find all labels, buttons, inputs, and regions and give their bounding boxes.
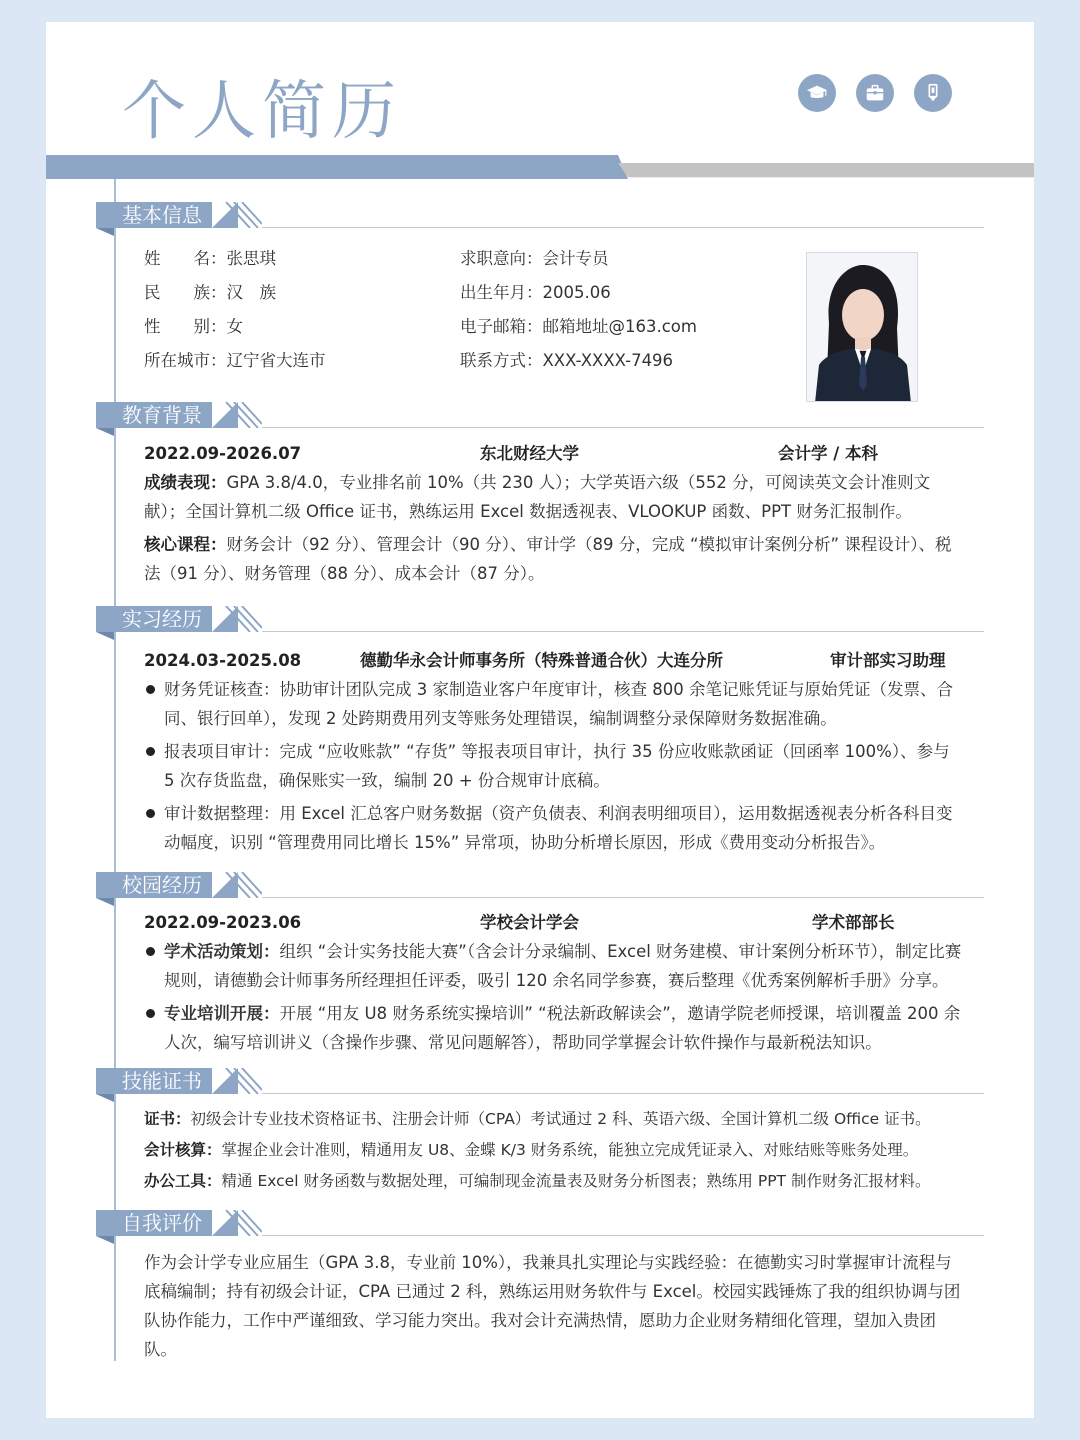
profile-photo (806, 252, 918, 402)
skill-cert: 证书：初级会计专业技术资格证书、注册会计师（CPA）考试通过 2 科、英语六级、全国计算机二级 Office 证书。 (144, 1110, 931, 1128)
stripes-decoration (212, 872, 262, 898)
section-basic-info (96, 202, 984, 236)
tab-notch (96, 1236, 114, 1244)
intern-period: 2024.03-2025.08 (144, 651, 302, 670)
stripes-decoration (212, 1068, 262, 1094)
self-evaluation-text: 作为会计学专业应届生（GPA 3.8，专业前 10%），我兼具扎实理论与实践经验：在德勤实习时掌握审计流程与底稿编制；持有初级会计证，CPA 已通过 2 科，熟练运用财务软件与 Excel。校园实践锤炼了我的组织协调与团队协作能力，工作中严谨细致、学习能力突出。我对会计充满热情，愿助力企业财务精细化管理，望加入贵团队。 (144, 1253, 961, 1359)
info-job-intent: 求职意向：会计专员 (460, 249, 609, 268)
edu-courses: 核心课程：财务会计（92 分）、管理会计（90 分）、审计学（89 分，完成 “模拟审计案例分析” 课程设计）、税法（91 分）、财务管理（88 分）、成本会计（87 分）。 (144, 535, 952, 583)
info-gender: 性 别：女 (144, 317, 243, 336)
tab-notch (96, 228, 114, 236)
header-icons (798, 74, 952, 112)
section-internship (96, 606, 984, 640)
skill-accounting: 会计核算：掌握企业会计准则，精通用友 U8、金蝶 K/3 财务系统，能独立完成凭证录入、对账结账等账务处理。 (144, 1141, 919, 1159)
page-title: 个人简历 (122, 75, 402, 149)
briefcase-icon (856, 74, 894, 112)
info-ethnicity: 民 族：汉 族 (144, 283, 276, 302)
section-title: 实习经历 (96, 606, 212, 632)
edu-performance: 成绩表现：GPA 3.8/4.0，专业排名前 10%（共 230 人）；大学英语六级（552 分，可阅读英文会计准则文献）；全国计算机二级 Office 证书，熟练运用 Excel 数据透视表、VLOOKUP 函数、PPT 财务汇报制作。 (144, 473, 931, 521)
tab-notch (96, 898, 114, 906)
info-name: 姓 名：张思琪 (144, 249, 276, 268)
stripes-decoration (212, 1210, 262, 1236)
tab-notch (96, 632, 114, 640)
intern-bullet: 审计数据整理：用 Excel 汇总客户财务数据（资产负债表、利润表明细项目），运用数据透视表分析各科目变动幅度，识别 “管理费用同比增长 15%” 异常项，协助分析增长原因，形成《费用变动分析报告》。 (144, 799, 964, 857)
intern-bullet: 报表项目审计：完成 “应收账款” “存货” 等报表项目审计，执行 35 份应收账款函证（回函率 100%）、参与 5 次存货监盘，确保账实一致，编制 20 + 份合规审计底稿。 (144, 737, 964, 795)
campus-org: 学校会计学会 (480, 913, 579, 932)
section-rule (262, 1235, 984, 1236)
stripes-decoration (212, 606, 262, 632)
intern-bullet: 财务凭证核查：协助审计团队完成 3 家制造业客户年度审计，核查 800 余笔记账凭证与原始凭证（发票、合同、银行回单），发现 2 处跨期费用列支等账务处理错误，编制调整分录保障财务数据准确。 (144, 675, 964, 733)
tab-notch (96, 1094, 114, 1102)
stripes-decoration (212, 202, 262, 228)
section-education (96, 402, 984, 436)
section-rule (262, 227, 984, 228)
section-title: 技能证书 (96, 1068, 212, 1094)
graduation-cap-icon (798, 74, 836, 112)
edu-major: 会计学 / 本科 (778, 444, 879, 463)
section-rule (262, 897, 984, 898)
pen-icon (914, 74, 952, 112)
section-rule (262, 427, 984, 428)
info-city: 所在城市：辽宁省大连市 (144, 351, 326, 370)
section-rule (262, 1093, 984, 1094)
edu-school: 东北财经大学 (480, 444, 579, 463)
info-phone: 联系方式：XXX-XXXX-7496 (460, 351, 674, 370)
intern-role: 审计部实习助理 (830, 651, 946, 670)
stripes-decoration (212, 402, 262, 428)
resume-page (46, 22, 1034, 1418)
section-rule (262, 631, 984, 632)
header-band (46, 155, 1034, 179)
section-campus (96, 872, 984, 906)
info-birth: 出生年月：2005.06 (460, 283, 611, 302)
intern-company: 德勤华永会计师事务所（特殊普通合伙）大连分所 (360, 651, 723, 670)
tab-notch (96, 428, 114, 436)
skill-office: 办公工具：精通 Excel 财务函数与数据处理，可编制现金流量表及财务分析图表；熟练用 PPT 制作财务汇报材料。 (144, 1172, 931, 1190)
timeline-line (114, 179, 116, 1361)
section-title: 校园经历 (96, 872, 212, 898)
section-skills (96, 1068, 984, 1102)
section-title: 教育背景 (96, 402, 212, 428)
edu-period: 2022.09-2026.07 (144, 444, 302, 463)
campus-bullet: 专业培训开展：开展 “用友 U8 财务系统实操培训” “税法新政解读会”，邀请学院老师授课，培训覆盖 200 余人次，编写培训讲义（含操作步骤、常见问题解答），帮助同学掌握会计软件操作与最新税法知识。 (144, 999, 964, 1057)
campus-role: 学术部部长 (812, 913, 895, 932)
section-title: 基本信息 (96, 202, 212, 228)
campus-period: 2022.09-2023.06 (144, 913, 302, 932)
section-title: 自我评价 (96, 1210, 212, 1236)
section-self-evaluation (96, 1210, 984, 1244)
info-email: 电子邮箱：邮箱地址@163.com (460, 317, 697, 336)
campus-bullet: 学术活动策划：组织 “会计实务技能大赛”（含会计分录编制、Excel 财务建模、审计案例分析环节），制定比赛规则，请德勤会计师事务所经理担任评委，吸引 120 余名同学参赛，赛后整理《优秀案例解析手册》分享。 (144, 937, 964, 995)
